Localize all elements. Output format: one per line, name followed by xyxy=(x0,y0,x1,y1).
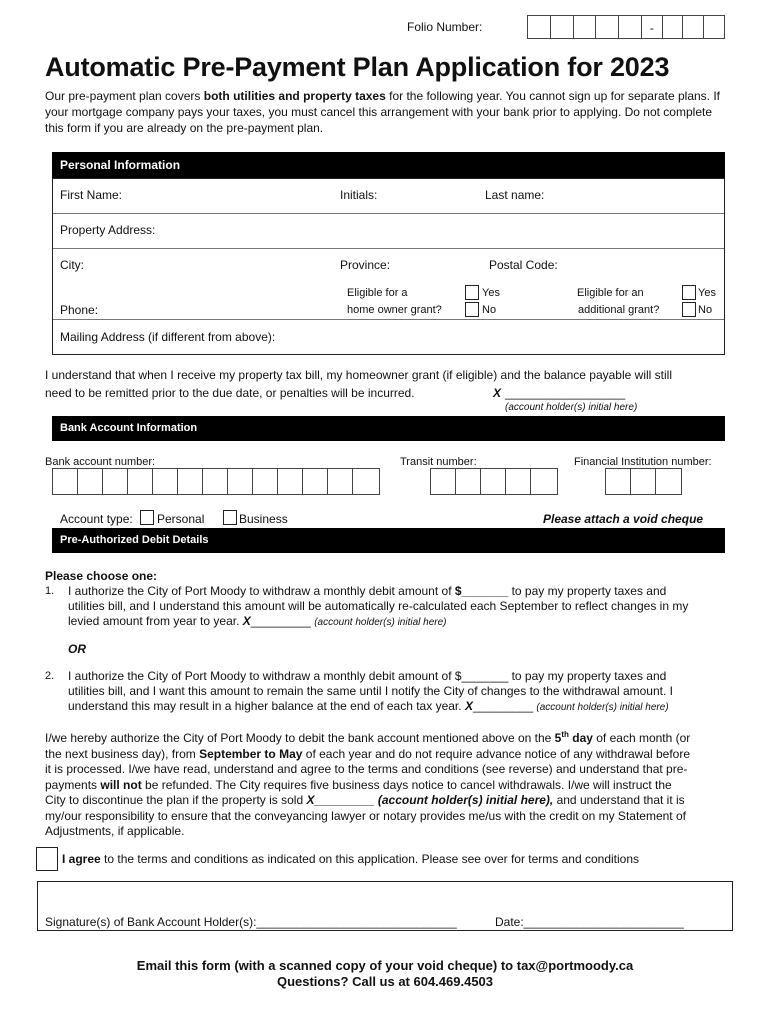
first-name-field[interactable]: First Name: xyxy=(60,188,123,202)
homeowner-grant-no-label: No xyxy=(482,304,497,316)
postal-code-field[interactable]: Postal Code: xyxy=(489,258,558,272)
institution-number-field[interactable] xyxy=(605,468,682,495)
option2-line2: utilities bill, and I want this amount to remain the same until I notify the City of changes to the withdrawal amount. I xyxy=(68,684,673,698)
property-address-field[interactable]: Property Address: xyxy=(60,223,156,237)
option2-line1: I authorize the City of Port Moody to withdraw a monthly debit amount of $_______ to pay my property taxes and xyxy=(68,669,667,683)
additional-grant-label-1: Eligible for an xyxy=(577,287,644,299)
account-type-personal-label: Personal xyxy=(157,512,205,526)
option2-initial-field[interactable]: _________ xyxy=(472,699,534,713)
option1-number: 1. xyxy=(45,585,55,597)
account-type-personal-checkbox[interactable] xyxy=(140,510,154,525)
folio-dash: - xyxy=(649,21,654,35)
last-name-field[interactable]: Last name: xyxy=(485,188,545,202)
option1-initial-field[interactable]: _________ xyxy=(250,614,311,628)
pad-header: Pre-Authorized Debit Details xyxy=(52,528,725,553)
footer-email: Email this form (with a scanned copy of your void cheque) to tax@portmoody.ca xyxy=(136,958,634,973)
agree-checkbox[interactable] xyxy=(36,847,58,871)
account-type-label: Account type: xyxy=(60,512,133,526)
footer-phone: Questions? Call us at 604.469.4503 xyxy=(276,974,494,989)
additional-grant-yes-checkbox[interactable] xyxy=(682,285,696,300)
institution-label: Financial Institution number: xyxy=(574,456,712,468)
tax-bill-initial-note: (account holder(s) initial here) xyxy=(505,402,638,413)
mailing-address-field[interactable]: Mailing Address (if different from above): xyxy=(60,330,276,344)
folio-number-field[interactable] xyxy=(527,15,725,39)
account-type-business-label: Business xyxy=(239,512,288,526)
homeowner-grant-yes-label: Yes xyxy=(482,287,500,299)
folio-label: Folio Number: xyxy=(407,20,483,34)
city-field[interactable]: City: xyxy=(60,258,84,272)
agree-statement: I agree to the terms and conditions as indicated on this application. Please see over for terms and conditions xyxy=(62,852,640,866)
initials-field[interactable]: Initials: xyxy=(340,188,378,202)
additional-grant-no-label: No xyxy=(698,304,713,316)
option1-line2: utilities bill, and I understand this amount will be automatically re-calculated each September to reflect changes in my xyxy=(68,599,689,613)
phone-field[interactable]: Phone: xyxy=(60,303,99,317)
homeowner-grant-no-checkbox[interactable] xyxy=(465,302,479,317)
additional-grant-yes-label: Yes xyxy=(698,287,716,299)
account-type-business-checkbox[interactable] xyxy=(223,510,237,525)
tax-bill-initial-x: X xyxy=(493,386,502,400)
option2-number: 2. xyxy=(45,670,55,682)
signature-field[interactable]: Signature(s) of Bank Account Holder(s):______________________________ xyxy=(45,915,457,929)
option2-line3: understand this may result in a higher balance at the end of each tax year. X_________ (account holder(s) initial here) xyxy=(68,699,669,713)
additional-grant-no-checkbox[interactable] xyxy=(682,302,696,317)
option1-line3: levied amount from year to year. X_________ (account holder(s) initial here) xyxy=(68,614,447,628)
personal-info-header: Personal Information xyxy=(52,152,725,178)
bank-account-label: Bank account number: xyxy=(45,456,156,468)
homeowner-grant-label-1: Eligible for a xyxy=(347,287,408,299)
void-cheque-note: Please attach a void cheque xyxy=(543,512,704,526)
option1-line1: I authorize the City of Port Moody to withdraw a monthly debit amount of $_______ to pay my property taxes and xyxy=(68,584,667,598)
additional-grant-label-2: additional grant? xyxy=(578,304,660,316)
option1-amount-field[interactable]: $_______ xyxy=(454,584,509,598)
intro-paragraph: Our pre-payment plan covers both utilities and property taxes for the following year. You cannot sign up for separate plans. If your mortgage company pays your taxes, you must cancel this arrangement with your bank prior to applying. Do not complete this form if you are already on the pre-payment plan. xyxy=(45,89,720,135)
homeowner-grant-label-2: home owner grant? xyxy=(347,304,442,316)
tax-bill-notice-line2: need to be remitted prior to the due date, or penalties will be incurred. xyxy=(45,386,415,400)
bank-info-header: Bank Account Information xyxy=(52,416,725,441)
date-field[interactable]: Date:________________________ xyxy=(495,915,684,929)
tax-bill-initial-field[interactable]: __________________ xyxy=(505,386,626,400)
authorization-paragraph: I/we hereby authorize the City of Port Moody to debit the bank account mentioned above on the 5th day of each month (or the next business day), from September to May of each year and do not require advance notice of any withdrawal before it is processed. I/we have read, understand and agree to the terms and conditions (see reverse) and understand that pre- payments will not be refunded. The City requires five business days notice to cancel withdrawals. I/we will instruct the City to discontinue the plan if the property is sold X_________ (account holder(s) initial here), and understand that it is my/our responsibility to ensure that the conveyancing lawyer or notary provides me/us with the credit on my Statement of Adjustments, if applicable. xyxy=(45,730,691,838)
province-field[interactable]: Province: xyxy=(340,258,391,272)
transit-label: Transit number: xyxy=(400,456,477,468)
page-title: Automatic Pre-Payment Plan Application for 2023 xyxy=(45,52,670,82)
tax-bill-notice-line1: I understand that when I receive my property tax bill, my homeowner grant (if eligible) and the balance payable will still xyxy=(45,368,672,382)
choose-one-label: Please choose one: xyxy=(45,569,158,583)
transit-number-field[interactable] xyxy=(430,468,558,495)
or-separator: OR xyxy=(68,642,86,656)
homeowner-grant-yes-checkbox[interactable] xyxy=(465,285,479,300)
bank-account-number-field[interactable] xyxy=(52,468,380,495)
